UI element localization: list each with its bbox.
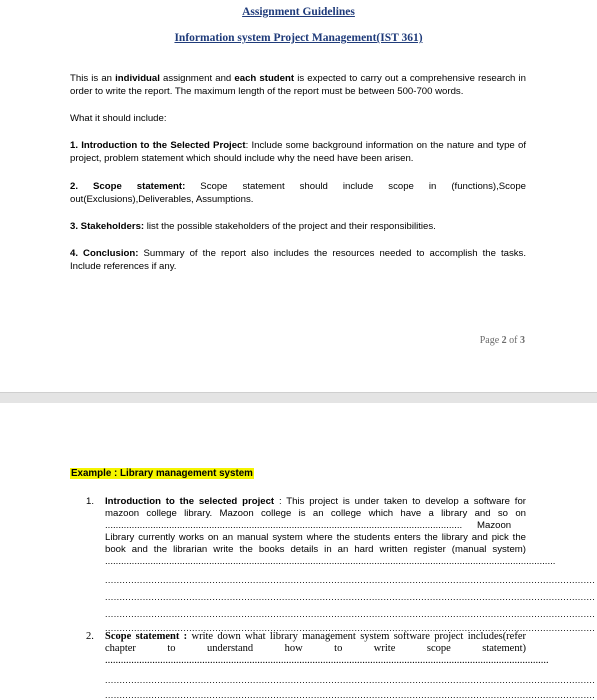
example-title: Example : Library management system xyxy=(71,468,253,479)
course-title: Information system Project Management(IST 361) xyxy=(174,32,423,44)
answer-line: ......................................................................................................................................................................... xyxy=(105,592,596,602)
document-page-2 xyxy=(0,403,597,700)
answer-line: ......................................................................................................................................................................... xyxy=(105,609,596,619)
section-introduction: 1. Introduction to the Selected Project: Include some background information on the nature and type of project, problem statement which should include why the need have been arisen. xyxy=(70,140,526,164)
section-conclusion: 4. Conclusion: Summary of the report also includes the resources needed to accomplish the tasks. Include references if any. xyxy=(70,248,527,272)
example-item-scope: 2. Scope statement : write down what library management system software project includes(refer chapter to understand how to write scope statement)......................................................................................................................................................................... xyxy=(86,631,549,666)
answer-line: ......................................................................................................................................................................... xyxy=(105,623,596,633)
page-footer: Page 2 of 3 xyxy=(479,335,525,346)
answer-line: ......................................................................................................................................................................... xyxy=(105,690,596,700)
answer-line: ......................................................................................................................................................................... xyxy=(105,675,596,685)
intro-paragraph: This is an individual assignment and each student is expected to carry out a comprehensive research in order to write the report. The maximum length of the report must be between 500-700 words. xyxy=(70,73,526,97)
include-heading: What it should include: xyxy=(70,113,167,124)
section-stakeholders: 3. Stakeholders: list the possible stakeholders of the project and their responsibilities. xyxy=(70,221,436,232)
example-item-introduction: 1. Introduction to the selected project : This project is under taken to develop a software for mazoon college library. Mazoon college is an college which have a library and so on...................................................................................................................................... Mazoon Library currently works on an manual system where the students enters the library and pick the book and the librarian write the books details in an hard written register (manual system)......................................................................................................................................................................... xyxy=(86,496,556,567)
answer-line: ......................................................................................................................................................................... xyxy=(105,575,596,585)
assignment-title: Assignment Guidelines xyxy=(242,6,355,18)
section-scope: 2. Scope statement: Scope statement should include scope in (functions),Scope out(Exclusions),Deliverables, Assumptions. xyxy=(70,181,526,205)
